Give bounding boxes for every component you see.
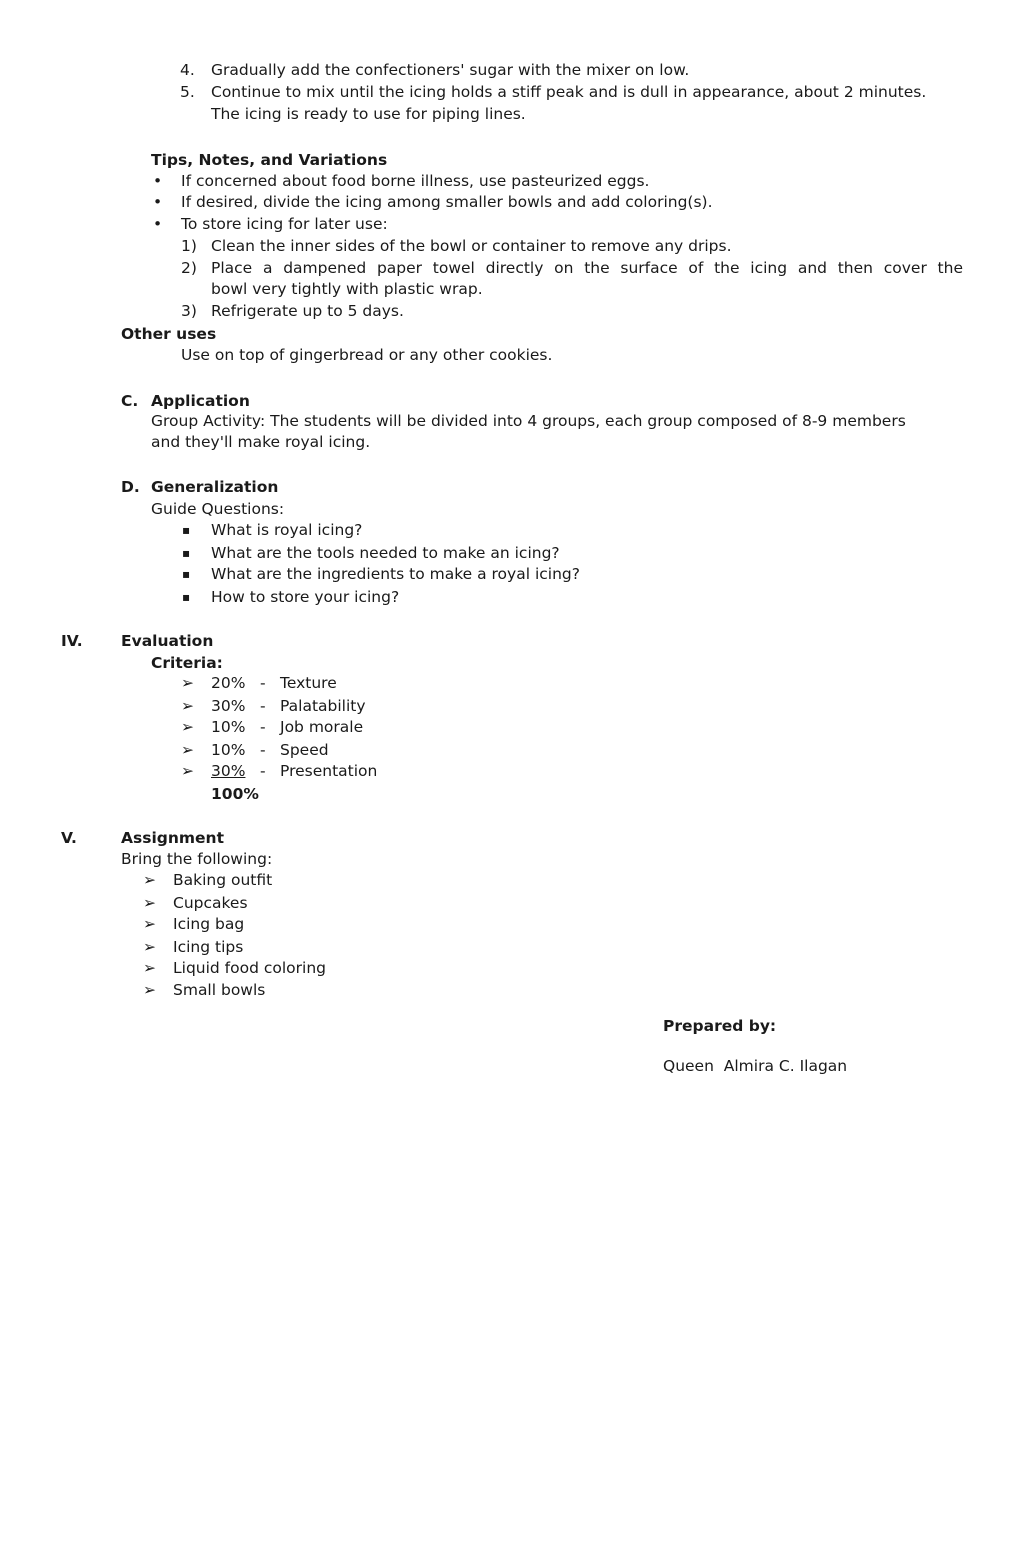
section-letter: C. <box>121 392 139 410</box>
application-text: and they'll make royal icing. <box>151 433 371 451</box>
criterion-name: Speed <box>280 741 329 759</box>
step-text: Gradually add the confectioners' sugar with the mixer on low. <box>211 61 690 79</box>
arrow-bullet-icon: ➢ <box>181 762 194 780</box>
step-text: Continue to mix until the icing holds a stiff peak and is dull in appearance, about 2 minutes. <box>211 83 927 101</box>
step-number: 4. <box>180 61 195 79</box>
criterion-name: Presentation <box>280 762 378 780</box>
bullet-icon: • <box>153 172 163 190</box>
guide-question: What are the ingredients to make a royal icing? <box>211 565 580 583</box>
generalization-heading: Generalization <box>151 478 279 496</box>
arrow-bullet-icon: ➢ <box>143 871 156 889</box>
assignment-item: Baking outfit <box>173 871 273 889</box>
criteria-total: 100% <box>211 785 259 803</box>
assignment-item: Small bowls <box>173 981 266 999</box>
criterion-percent: 30% <box>211 697 246 715</box>
assignment-item: Icing tips <box>173 938 244 956</box>
arrow-bullet-icon: ➢ <box>143 894 156 912</box>
assignment-item: Liquid food coloring <box>173 959 327 977</box>
other-uses-heading: Other uses <box>121 325 217 343</box>
evaluation-heading: Evaluation <box>121 632 214 650</box>
guide-questions-label: Guide Questions: <box>151 500 285 518</box>
arrow-bullet-icon: ➢ <box>143 959 156 977</box>
application-heading: Application <box>151 392 250 410</box>
section-letter: D. <box>121 478 140 496</box>
tip-item: If concerned about food borne illness, use pasteurized eggs. <box>181 172 650 190</box>
storage-step-text: Refrigerate up to 5 days. <box>211 302 404 320</box>
assignment-intro: Bring the following: <box>121 850 273 868</box>
assignment-item: Cupcakes <box>173 894 248 912</box>
storage-step-text: Clean the inner sides of the bowl or container to remove any drips. <box>211 237 732 255</box>
application-text: Group Activity: The students will be divided into 4 groups, each group composed of 8-9 members <box>151 412 906 430</box>
author-name: Queen Almira C. Ilagan <box>663 1057 848 1075</box>
criterion-percent: 10% <box>211 741 246 759</box>
criterion-percent: 30% <box>211 762 246 780</box>
arrow-bullet-icon: ➢ <box>143 915 156 933</box>
storage-step-text-continued: bowl very tightly with plastic wrap. <box>211 280 483 298</box>
criterion-dash: - <box>260 762 266 780</box>
storage-step-number: 1) <box>181 237 197 255</box>
square-bullet-icon: ▪ <box>182 546 191 560</box>
section-numeral: V. <box>61 829 77 847</box>
bullet-icon: • <box>153 193 163 211</box>
criterion-name: Palatability <box>280 697 366 715</box>
bullet-icon: • <box>153 215 163 233</box>
prepared-by-label: Prepared by: <box>663 1017 777 1035</box>
tip-item: If desired, divide the icing among smaller bowls and add coloring(s). <box>181 193 713 211</box>
storage-step-text: Place a dampened paper towel directly on the surface of the icing and then cover the <box>211 259 963 277</box>
assignment-heading: Assignment <box>121 829 224 847</box>
square-bullet-icon: ▪ <box>182 590 191 604</box>
arrow-bullet-icon: ➢ <box>143 938 156 956</box>
step-text-continued: The icing is ready to use for piping lines. <box>211 105 526 123</box>
storage-step-number: 3) <box>181 302 197 320</box>
tips-heading: Tips, Notes, and Variations <box>151 151 388 169</box>
arrow-bullet-icon: ➢ <box>181 697 194 715</box>
criterion-dash: - <box>260 674 266 692</box>
guide-question: How to store your icing? <box>211 588 400 606</box>
criteria-label: Criteria: <box>151 654 223 672</box>
criterion-name: Texture <box>280 674 337 692</box>
square-bullet-icon: ▪ <box>182 523 191 537</box>
criterion-percent: 20% <box>211 674 246 692</box>
section-numeral: IV. <box>61 632 83 650</box>
assignment-item: Icing bag <box>173 915 245 933</box>
criterion-dash: - <box>260 718 266 736</box>
criterion-percent: 10% <box>211 718 246 736</box>
other-uses-text: Use on top of gingerbread or any other cookies. <box>181 346 553 364</box>
criterion-dash: - <box>260 697 266 715</box>
square-bullet-icon: ▪ <box>182 567 191 581</box>
storage-step-number: 2) <box>181 259 197 277</box>
arrow-bullet-icon: ➢ <box>181 674 194 692</box>
arrow-bullet-icon: ➢ <box>143 981 156 999</box>
guide-question: What are the tools needed to make an icing? <box>211 544 560 562</box>
step-number: 5. <box>180 83 195 101</box>
arrow-bullet-icon: ➢ <box>181 741 194 759</box>
criterion-dash: - <box>260 741 266 759</box>
guide-question: What is royal icing? <box>211 521 363 539</box>
criterion-name: Job morale <box>280 718 364 736</box>
arrow-bullet-icon: ➢ <box>181 718 194 736</box>
tip-item: To store icing for later use: <box>181 215 388 233</box>
